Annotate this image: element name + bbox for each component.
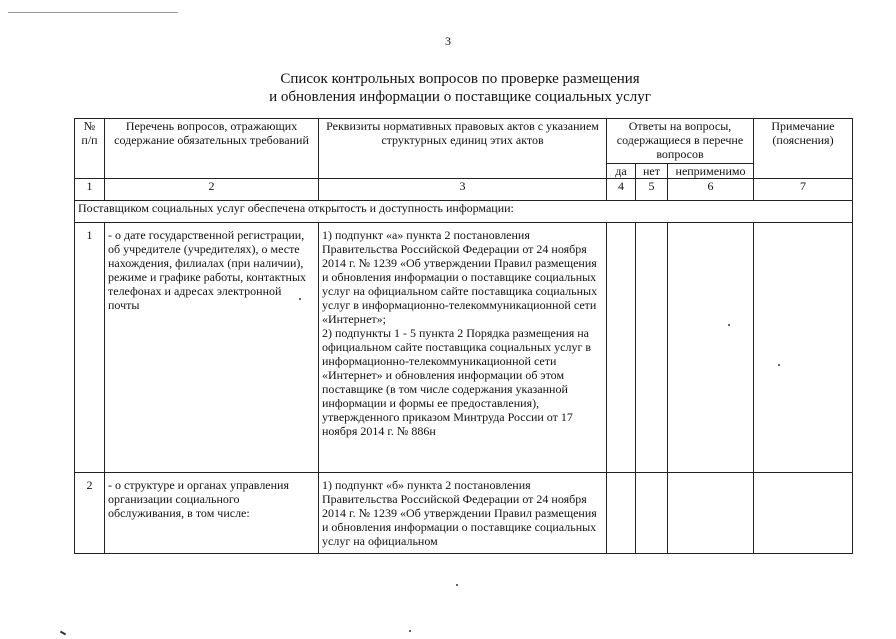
row-number: 2 bbox=[75, 473, 105, 554]
row-acts bbox=[319, 473, 607, 554]
scan-speck bbox=[409, 630, 411, 632]
header-na: неприменимо bbox=[668, 164, 754, 179]
title-line-2: и обновления информации о поставщике социальных услуг bbox=[269, 89, 651, 105]
scan-speck bbox=[299, 298, 301, 300]
column-number: 1 bbox=[75, 179, 105, 201]
row-number: 1 bbox=[75, 223, 105, 473]
table-row bbox=[75, 473, 853, 554]
column-number: 5 bbox=[636, 179, 668, 201]
page-number: 3 bbox=[445, 34, 451, 48]
section-title: Поставщиком социальных услуг обеспечена открытость и доступность информации: bbox=[75, 201, 853, 223]
scan-speck bbox=[778, 364, 780, 366]
scan-speck bbox=[456, 584, 458, 586]
column-number-row bbox=[75, 179, 853, 201]
answer-yes-cell bbox=[607, 473, 636, 554]
header-no: нет bbox=[636, 164, 668, 179]
column-number: 7 bbox=[754, 179, 853, 201]
note-cell bbox=[754, 473, 853, 554]
column-number: 4 bbox=[607, 179, 636, 201]
header-acts: Реквизиты нормативных правовых актов с указанием структурных единиц этих актов bbox=[319, 119, 607, 179]
note-cell bbox=[754, 223, 853, 473]
column-number: 6 bbox=[668, 179, 754, 201]
title-line-1: Список контрольных вопросов по проверке размещения bbox=[280, 71, 640, 87]
answer-no-cell bbox=[636, 223, 668, 473]
checklist-table bbox=[74, 118, 853, 554]
header-yes: да bbox=[607, 164, 636, 179]
header-note: Примечание (пояснения) bbox=[754, 119, 853, 179]
header-num: № п/п bbox=[75, 119, 105, 179]
header-questions: Перечень вопросов, отражающих содержание обязательных требований bbox=[105, 119, 319, 179]
row-acts-part-2: 2) подпункты 1 - 5 пункта 2 Порядка размещения на официальном сайте поставщика социальных услуг в информационно-телекоммуникационной сети «Интернет» и обновления информации об этом поставщике (в том числе содержания указанной информации и формы ее предоставления), утвержденного приказом Минтруда России от 17 ноября 2014 г. № 886н bbox=[322, 326, 592, 438]
section-row bbox=[75, 201, 853, 223]
header-row bbox=[75, 119, 853, 164]
answer-na-cell bbox=[668, 223, 754, 473]
scan-artifact-line bbox=[8, 12, 178, 13]
column-number: 3 bbox=[319, 179, 607, 201]
scan-speck bbox=[728, 324, 730, 326]
row-acts-part-1: 1) подпункт «б» пункта 2 постановления Правительства Российской Федерации от 24 ноября 2014 г. № 1239 «Об утверждении Правил размещения и обновления информации о поставщике социальных услуг на официальном bbox=[322, 478, 597, 548]
answer-no-cell bbox=[636, 473, 668, 554]
row-acts-part-1: 1) подпункт «а» пункта 2 постановления Правительства Российской Федерации от 24 ноября 2014 г. № 1239 «Об утверждении Правил размещения и обновления информации о поставщике социальных услуг на официальном сайте поставщика социальных услуг в информационно-телекоммуникационной сети «Интернет»; bbox=[322, 228, 598, 326]
column-number: 2 bbox=[105, 179, 319, 201]
answer-yes-cell bbox=[607, 223, 636, 473]
scan-speck bbox=[60, 631, 66, 636]
row-question: - о дате государственной регистрации, об учредителе (учредителях), о месте нахождения, филиалах (при наличии), режиме и графике работы, контактных телефонах и адресах электронной почты bbox=[105, 223, 319, 473]
answer-na-cell bbox=[668, 473, 754, 554]
row-acts bbox=[319, 223, 607, 473]
document-title bbox=[150, 70, 770, 106]
row-question: - о структуре и органах управления организации социального обслуживания, в том числе: bbox=[105, 473, 319, 554]
table-row bbox=[75, 223, 853, 473]
header-answers: Ответы на вопросы, содержащиеся в перечне вопросов bbox=[607, 119, 754, 164]
